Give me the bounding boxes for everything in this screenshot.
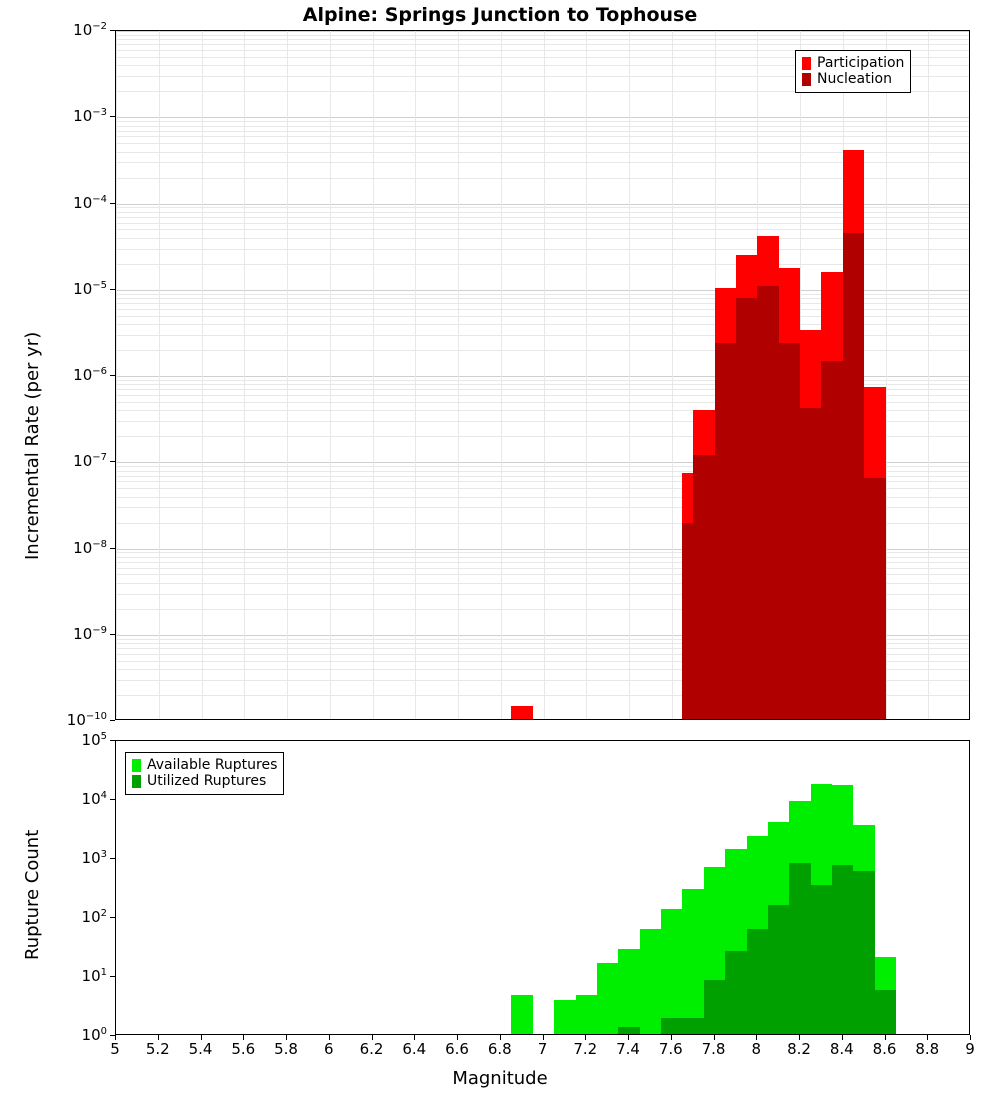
tick-mark (110, 375, 115, 376)
y-tick-label: $10^{-6}$ (73, 366, 107, 384)
nucleation-swatch (802, 73, 811, 86)
available-ruptures-swatch (132, 759, 141, 772)
x-tick-label: 7.8 (701, 1040, 726, 1058)
legend-label: Nucleation (817, 71, 892, 87)
x-tick-label: 5.4 (188, 1040, 213, 1058)
y-tick-label: $10^{-10}$ (66, 711, 107, 729)
participation-swatch (802, 57, 811, 70)
x-tick-label: 7 (537, 1040, 548, 1058)
gridline (287, 31, 288, 719)
y-tick-label: $10^{-5}$ (73, 279, 107, 298)
bar (511, 706, 532, 720)
bar (800, 408, 821, 720)
tick-mark (110, 799, 115, 800)
y-tick-label: $10^5$ (81, 731, 107, 749)
x-tick-label: 5.6 (231, 1040, 256, 1058)
bar (757, 286, 778, 720)
bar (511, 995, 532, 1035)
tick-mark (110, 289, 115, 290)
incremental-rate-plot (115, 30, 970, 720)
tick-mark (842, 1035, 843, 1040)
x-tick-label: 8.8 (915, 1040, 940, 1058)
tick-mark (110, 917, 115, 918)
bar (640, 929, 661, 1035)
tick-mark (585, 1035, 586, 1040)
legend-item (132, 774, 277, 789)
gridline (330, 31, 331, 719)
x-tick-label: 7.2 (573, 1040, 598, 1058)
bar (853, 871, 874, 1035)
gridline (629, 31, 630, 719)
bar (661, 909, 682, 1035)
bar (747, 929, 768, 1035)
incremental-rate-y-label: Incremental Rate (per yr) (22, 331, 43, 560)
bar (693, 455, 714, 720)
bar (832, 865, 853, 1035)
gridline (544, 31, 545, 719)
y-tick-label: $10^1$ (81, 967, 107, 985)
tick-mark (158, 1035, 159, 1040)
legend-label: Utilized Ruptures (147, 773, 267, 789)
gridline (202, 31, 203, 719)
tick-mark (110, 720, 115, 721)
tick-mark (243, 1035, 244, 1040)
gridline (373, 31, 374, 719)
y-tick-label: $10^{-3}$ (73, 107, 107, 126)
tick-mark (543, 1035, 544, 1040)
y-tick-label: $10^{-9}$ (73, 624, 107, 643)
bar (682, 889, 703, 1035)
gridline (458, 31, 459, 719)
bar (554, 1000, 575, 1035)
bar (821, 361, 842, 720)
gridline (928, 31, 929, 719)
x-tick-label: 6.2 (359, 1040, 384, 1058)
x-tick-label: 6.4 (402, 1040, 427, 1058)
tick-mark (329, 1035, 330, 1040)
bar (843, 233, 864, 720)
x-tick-label: 5.8 (274, 1040, 298, 1058)
bar (682, 1018, 703, 1035)
page-title: Alpine: Springs Junction to Tophouse (302, 4, 698, 26)
tick-mark (414, 1035, 415, 1040)
x-tick-label: 6.8 (487, 1040, 512, 1058)
incremental-rate-legend (795, 50, 911, 93)
gridline (501, 31, 502, 719)
bar (864, 478, 885, 720)
x-tick-label: 8.4 (829, 1040, 854, 1058)
tick-mark (500, 1035, 501, 1040)
y-tick-label: $10^2$ (81, 908, 107, 926)
gridline (415, 31, 416, 719)
tick-mark (927, 1035, 928, 1040)
tick-mark (372, 1035, 373, 1040)
rupture-count-legend (125, 752, 284, 795)
tick-mark (110, 116, 115, 117)
bar (811, 885, 832, 1035)
gridline (886, 31, 887, 719)
tick-mark (970, 1035, 971, 1040)
y-tick-label: $10^{-8}$ (73, 538, 107, 557)
x-tick-label: 8 (751, 1040, 762, 1058)
tick-mark (110, 634, 115, 635)
gridline (116, 31, 117, 719)
tick-mark (714, 1035, 715, 1040)
bar (576, 995, 597, 1035)
bar (715, 343, 736, 720)
tick-mark (756, 1035, 757, 1040)
x-tick-label: 5.2 (145, 1040, 170, 1058)
bar (704, 980, 725, 1035)
bar (661, 1018, 682, 1035)
tick-mark (110, 740, 115, 741)
y-tick-label: $10^{-7}$ (73, 452, 107, 471)
legend-item (132, 758, 277, 773)
tick-mark (286, 1035, 287, 1040)
bar (736, 298, 757, 720)
x-tick-label: 7.6 (658, 1040, 683, 1058)
magnitude-x-label: Magnitude (452, 1068, 548, 1089)
bar (768, 905, 789, 1035)
gridline (244, 31, 245, 719)
x-tick-label: 5 (110, 1040, 120, 1058)
tick-mark (671, 1035, 672, 1040)
tick-mark (110, 203, 115, 204)
y-tick-label: $10^4$ (81, 790, 107, 808)
bar (779, 343, 800, 720)
tick-mark (110, 858, 115, 859)
tick-mark (115, 1035, 116, 1040)
tick-mark (628, 1035, 629, 1040)
rupture-count-y-label: Rupture Count (22, 829, 43, 960)
y-tick-label: $10^{-4}$ (73, 193, 107, 212)
x-tick-label: 8.6 (872, 1040, 897, 1058)
tick-mark (799, 1035, 800, 1040)
legend-item (802, 56, 904, 71)
y-tick-label: $10^0$ (81, 1026, 107, 1044)
gridline (159, 31, 160, 719)
tick-mark (110, 976, 115, 977)
legend-label: Available Ruptures (147, 757, 278, 773)
tick-mark (885, 1035, 886, 1040)
tick-mark (457, 1035, 458, 1040)
tick-mark (110, 30, 115, 31)
legend-item (802, 72, 904, 87)
bar (618, 949, 639, 1035)
x-tick-label: 6 (323, 1040, 334, 1058)
utilized-ruptures-swatch (132, 775, 141, 788)
tick-mark (201, 1035, 202, 1040)
gridline (672, 31, 673, 719)
legend-label: Participation (817, 55, 905, 71)
x-tick-label: 8.2 (787, 1040, 811, 1058)
x-tick-label: 6.6 (445, 1040, 469, 1058)
x-tick-label: 9 (965, 1040, 975, 1058)
bar (597, 963, 618, 1035)
tick-mark (110, 461, 115, 462)
bar (618, 1027, 639, 1035)
gridline (586, 31, 587, 719)
bar (725, 951, 746, 1035)
bar (789, 863, 810, 1035)
bar (875, 990, 896, 1035)
y-tick-label: $10^3$ (81, 849, 107, 867)
tick-mark (110, 548, 115, 549)
x-tick-label: 7.4 (616, 1040, 640, 1058)
y-tick-label: $10^{-2}$ (73, 21, 107, 39)
